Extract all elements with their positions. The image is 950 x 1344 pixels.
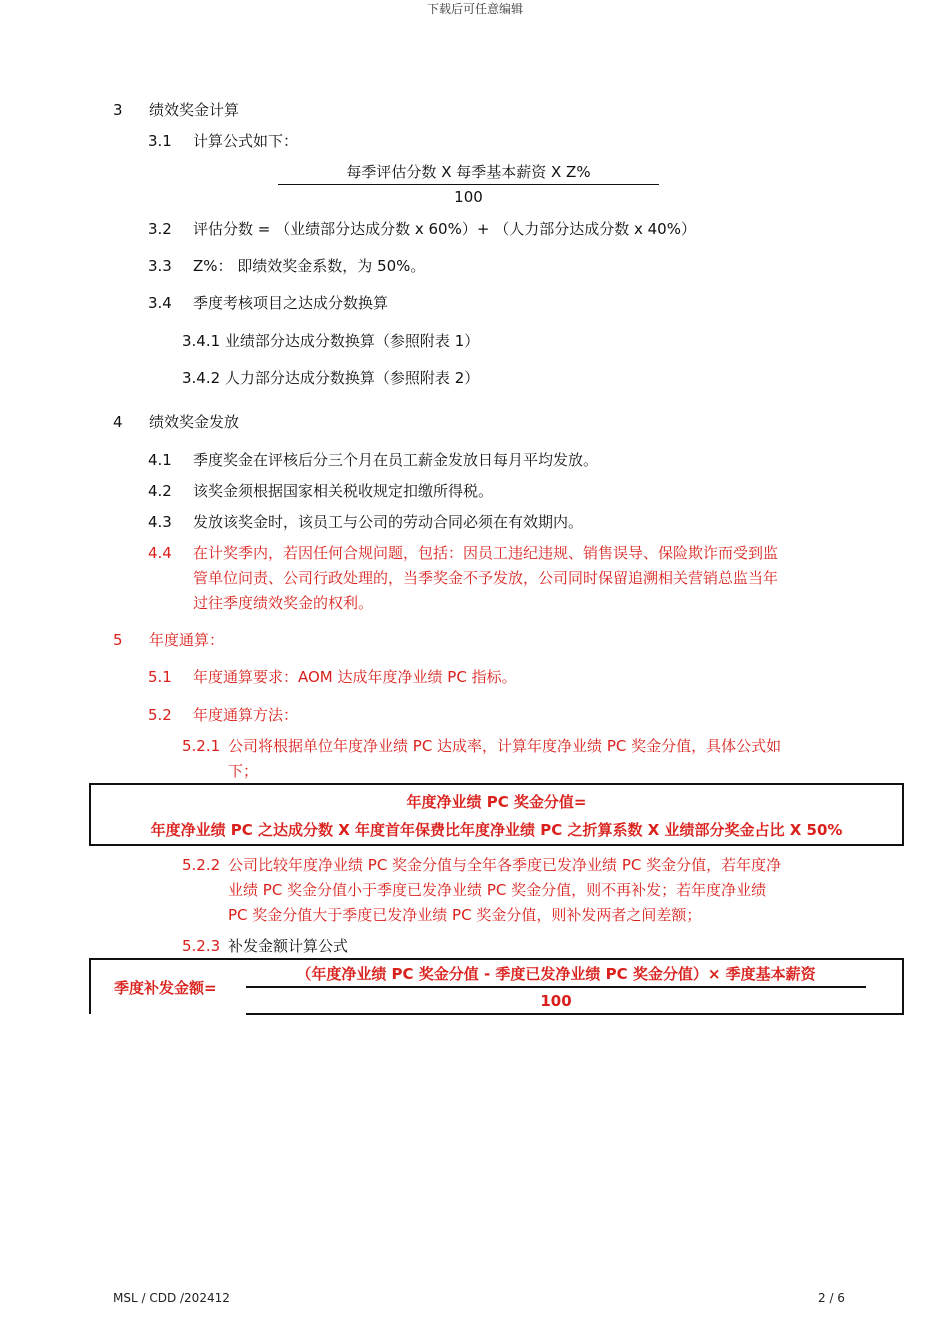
formula-denominator: 100 (454, 188, 483, 206)
item-3-4-1: 3.4.1 业绩部分达成分数换算（参照附表 1） (182, 332, 480, 350)
supplement-fraction-line (246, 986, 866, 988)
section-4-title: 绩效奖金发放 (149, 413, 240, 431)
item-3-4-number: 3.4 (148, 294, 172, 312)
section-5-title: 年度通算： (149, 631, 225, 649)
page-header: 下载后可任意编辑 (426, 2, 523, 16)
item-4-1-number: 4.1 (148, 451, 172, 469)
section-3-number: 3 (113, 101, 123, 119)
item-5-2-2-number: 5.2.2 (182, 856, 221, 874)
item-4-1-text: 季度奖金在评核后分三个月在员工薪金发放日每月平均发放。 (193, 451, 599, 469)
item-5-2-text: 年度通算方法： (193, 706, 299, 724)
formula-box-2-right-border (902, 958, 904, 1015)
section-5-number: 5 (113, 631, 123, 649)
formula-box-2-bottom-border (246, 1013, 904, 1015)
item-5-2-2-line-2: 业绩 PC 奖金分值小于季度已发净业绩 PC 奖金分值，则不再补发；若年度净业绩 (228, 881, 767, 899)
item-5-1-number: 5.1 (148, 668, 172, 686)
item-4-2-number: 4.2 (148, 482, 172, 500)
item-5-2-3-text: 补发金额计算公式 (228, 937, 349, 955)
item-3-1-number: 3.1 (148, 132, 172, 150)
item-5-2-3-number: 5.2.3 (182, 937, 221, 955)
item-5-2-1-line-2: 下； (228, 762, 259, 780)
supplement-formula-numerator: （年度净业绩 PC 奖金分值 - 季度已发净业绩 PC 奖金分值）× 季度基本薪资 (296, 965, 816, 983)
item-3-3-number: 3.3 (148, 257, 172, 275)
item-5-2-1-line-1: 公司将根据单位年度净业绩 PC 达成率，计算年度净业绩 PC 奖金分值，具体公式如 (228, 737, 782, 755)
item-5-1-text: 年度通算要求：AOM 达成年度净业绩 PC 指标。 (193, 668, 517, 686)
item-3-1-text: 计算公式如下： (193, 132, 299, 150)
formula-box-formula: 年度净业绩 PC 之达成分数 X 年度首年保费比年度净业绩 PC 之折算系数 X 业绩部分奖金占比 X 50% (150, 821, 843, 839)
formula-box-2-left-border (89, 958, 91, 1014)
section-3-title: 绩效奖金计算 (149, 101, 240, 119)
footer-doc-code: MSL / CDD /202412 (113, 1291, 230, 1305)
item-4-2-text: 该奖金须根据国家相关税收规定扣缴所得税。 (193, 482, 494, 500)
item-4-4-line-1: 在计奖季内，若因任何合规问题，包括：因员工违纪违规、销售误导、保险欺诈而受到监 (193, 544, 779, 562)
supplement-formula-denominator: 100 (540, 992, 572, 1010)
formula-fraction-line (278, 184, 659, 185)
item-4-4-line-3: 过往季度绩效奖金的权利。 (193, 594, 374, 612)
item-3-4-text: 季度考核项目之达成分数换算 (193, 294, 389, 312)
item-5-2-2-line-3: PC 奖金分值大于季度已发净业绩 PC 奖金分值，则补发两者之间差额； (228, 906, 702, 924)
formula-box-title: 年度净业绩 PC 奖金分值= (406, 793, 587, 811)
item-5-2-number: 5.2 (148, 706, 172, 724)
item-4-4-line-2: 管单位问责、公司行政处理的，当季奖金不予发放，公司同时保留追溯相关营销总监当年 (193, 569, 779, 587)
formula-numerator: 每季评估分数 X 每季基本薪资 X Z% (346, 163, 591, 181)
item-5-2-1-number: 5.2.1 (182, 737, 221, 755)
item-4-3-number: 4.3 (148, 513, 172, 531)
item-3-4-2: 3.4.2 人力部分达成分数换算（参照附表 2） (182, 369, 480, 387)
item-4-3-text: 发放该奖金时，该员工与公司的劳动合同必须在有效期内。 (193, 513, 584, 531)
formula-box-annual-bonus (89, 783, 904, 846)
footer-page-number: 2 / 6 (818, 1291, 845, 1305)
supplement-amount-label: 季度补发金额= (114, 979, 217, 997)
item-3-2-number: 3.2 (148, 220, 172, 238)
formula-box-2-top-border (89, 958, 904, 960)
section-4-number: 4 (113, 413, 123, 431)
item-5-2-2-line-1: 公司比较年度净业绩 PC 奖金分值与全年各季度已发净业绩 PC 奖金分值，若年度净 (228, 856, 782, 874)
item-3-3-text: Z%： 即绩效奖金系数，为 50%。 (193, 257, 426, 275)
item-4-4-number: 4.4 (148, 544, 172, 562)
item-3-2-text: 评估分数 = （业绩部分达成分数 x 60%）+ （人力部分达成分数 x 40%） (193, 220, 696, 238)
